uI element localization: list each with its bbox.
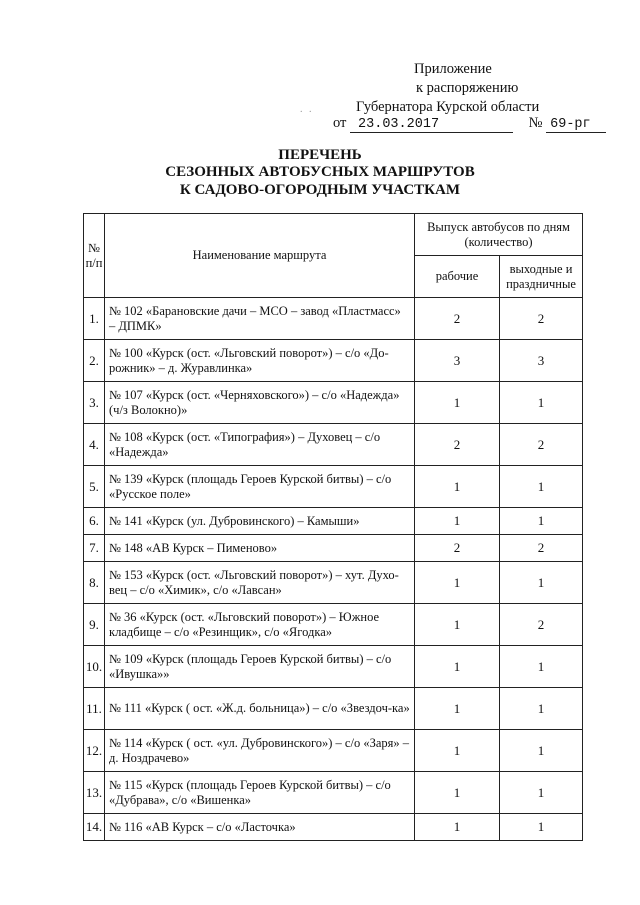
row-number: 4. (84, 424, 105, 466)
table-row (84, 340, 583, 382)
work-days-count: 1 (415, 562, 500, 604)
table-row (84, 535, 583, 562)
row-number: 3. (84, 382, 105, 424)
row-number: 2. (84, 340, 105, 382)
row-number: 11. (84, 688, 105, 730)
table-row (84, 382, 583, 424)
row-number: 14. (84, 814, 105, 841)
work-days-count: 1 (415, 382, 500, 424)
document-title: ПЕРЕЧЕНЬ (278, 147, 362, 163)
route-name: № 114 «Курск ( ост. «ул. Дубровинского») – с/о «Заря» – д. Ноздрачево» (105, 730, 415, 772)
row-number: 7. (84, 535, 105, 562)
table-row (84, 814, 583, 841)
work-days-count: 1 (415, 466, 500, 508)
number-label: № (528, 115, 543, 131)
table-row (84, 562, 583, 604)
order-reference: к распоряжению (416, 80, 519, 96)
table-row (84, 508, 583, 535)
weekend-count: 1 (500, 814, 583, 841)
work-days-count: 2 (415, 535, 500, 562)
weekend-count: 1 (500, 730, 583, 772)
table-row (84, 298, 583, 340)
weekend-count: 1 (500, 688, 583, 730)
route-name: № 109 «Курск (площадь Героев Курской битвы) – с/о «Ивушка»» (105, 646, 415, 688)
work-days-count: 2 (415, 424, 500, 466)
col-header-release: Выпуск автобусов по дням (количество) (415, 214, 583, 256)
route-name: № 102 «Барановские дачи – МСО – завод «Пластмасс» – ДПМК» (105, 298, 415, 340)
route-name: № 108 «Курск (ост. «Типография») – Духовец – с/о «Надежда» (105, 424, 415, 466)
work-days-count: 1 (415, 646, 500, 688)
table-row (84, 772, 583, 814)
work-days-count: 3 (415, 340, 500, 382)
weekend-count: 1 (500, 646, 583, 688)
table-row (84, 466, 583, 508)
issuer-name: Губернатора Курской области (356, 99, 540, 115)
row-number: 8. (84, 562, 105, 604)
document-subtitle-1: СЕЗОННЫХ АВТОБУСНЫХ МАРШРУТОВ (165, 164, 475, 180)
route-name: № 115 «Курск (площадь Героев Курской битвы) – с/о «Дубрава», с/о «Вишенка» (105, 772, 415, 814)
weekend-count: 2 (500, 535, 583, 562)
weekend-count: 2 (500, 298, 583, 340)
weekend-count: 1 (500, 772, 583, 814)
weekend-count: 2 (500, 604, 583, 646)
routes-table (83, 213, 583, 841)
work-days-count: 2 (415, 298, 500, 340)
route-name: № 139 «Курск (площадь Героев Курской битвы) – с/о «Русское поле» (105, 466, 415, 508)
row-number: 1. (84, 298, 105, 340)
row-number: 5. (84, 466, 105, 508)
table-row (84, 424, 583, 466)
route-name: № 111 «Курск ( ост. «Ж.д. больница») – с/о «Звездоч-ка» (105, 688, 415, 730)
weekend-count: 1 (500, 562, 583, 604)
table-row (84, 730, 583, 772)
weekend-count: 1 (500, 466, 583, 508)
row-number: 12. (84, 730, 105, 772)
date-value: 23.03.2017 (350, 118, 513, 133)
weekend-count: 1 (500, 508, 583, 535)
col-header-num: № п/п (84, 214, 105, 298)
route-name: № 141 «Курск (ул. Дубровинского) – Камыши» (105, 508, 415, 535)
date-number-row (333, 115, 606, 133)
date-label: от (333, 115, 347, 131)
weekend-count: 2 (500, 424, 583, 466)
document-subtitle-2: К САДОВО-ОГОРОДНЫМ УЧАСТКАМ (179, 182, 461, 198)
work-days-count: 1 (415, 604, 500, 646)
weekend-count: 1 (500, 382, 583, 424)
route-name: № 153 «Курск (ост. «Льговский поворот») – хут. Духо-вец – с/о «Химик», с/о «Лавсан» (105, 562, 415, 604)
work-days-count: 1 (415, 508, 500, 535)
work-days-count: 1 (415, 730, 500, 772)
number-value: 69-рг (546, 118, 606, 133)
appendix-label: Приложение (414, 61, 492, 77)
col-header-work: рабочие (415, 256, 500, 298)
route-name: № 107 «Курск (ост. «Черняховского») – с/о «Надежда» (ч/з Волокно)» (105, 382, 415, 424)
row-number: 9. (84, 604, 105, 646)
col-header-name: Наименование маршрута (105, 214, 415, 298)
table-row (84, 604, 583, 646)
route-name: № 148 «АВ Курск – Пименово» (105, 535, 415, 562)
row-number: 13. (84, 772, 105, 814)
work-days-count: 1 (415, 688, 500, 730)
col-header-weekend: выходные и праздничные (500, 256, 583, 298)
table-row (84, 646, 583, 688)
row-number: 10. (84, 646, 105, 688)
route-name: № 36 «Курск (ост. «Льговский поворот») – Южное кладбище – с/о «Резинщик», с/о «Ягодка» (105, 604, 415, 646)
work-days-count: 1 (415, 772, 500, 814)
table-row (84, 688, 583, 730)
route-name: № 100 «Курск (ост. «Льговский поворот») – с/о «До-рожник» – д. Журавлинка» (105, 340, 415, 382)
route-name: № 116 «АВ Курск – с/о «Ласточка» (105, 814, 415, 841)
work-days-count: 1 (415, 814, 500, 841)
row-number: 6. (84, 508, 105, 535)
weekend-count: 3 (500, 340, 583, 382)
